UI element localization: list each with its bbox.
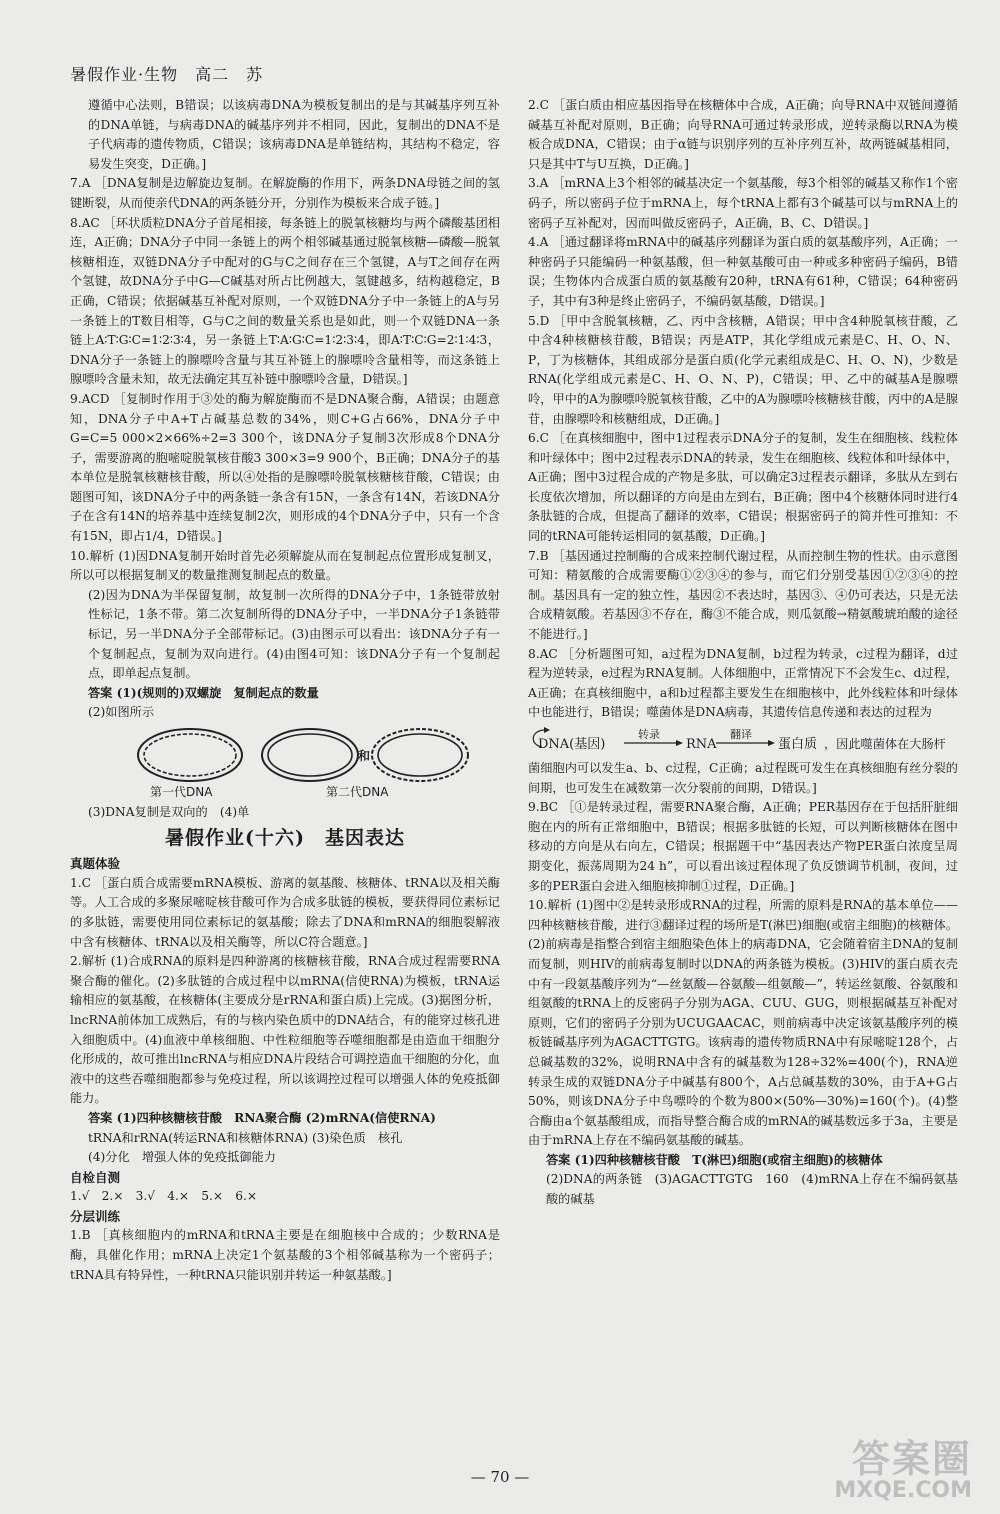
watermark-logo: 答案圈: [851, 1437, 972, 1481]
flow-translation-label: 翻译: [730, 728, 752, 741]
training-answer-9: 9.BC ［①是转录过程，需要RNA聚合酶，A正确；PER基因存在于包括肝脏细胞在内的所有正常细胞中，B错误；根据多肽链的长短，可以判断核糖体在图中移动的方向是从右向左，C错误；根据题干中“基因表达产物PER蛋白浓度呈周期变化，振荡周期为24 h”，可以看出该过程体现了负反馈调节机制，夜间，过多的PER蛋白会进入细胞核抑制①过程，D正确。]: [528, 800, 958, 893]
training-answer-4: 4.A ［通过翻译将mRNA中的碱基序列翻译为蛋白质的氨基酸序列，A正确；一种密码子只能编码一种氨基酸，但一种氨基酸可由一种或多种密码子编码，B错误；生物体内合成蛋白质的氨基酸有20种，tRNA有61种，C错误；64种密码子，其中有3种是终止密码子，不编码氨基酸，D错误。]: [528, 235, 958, 308]
second-gen-dna-a-inner: [268, 734, 352, 776]
second-gen-dna-b-outer: [372, 729, 468, 781]
training-answer-8: 8.AC ［分析题图可知，a过程为DNA复制，b过程为转录，c过程为翻译，d过程为逆转录，e过程为RNA复制。人体细胞中，正常情况下不会发生c、d过程，A正确；在真核细胞中，a和b过程都主要发生在细胞核中，此外线粒体和叶绿体中也能进行，B错误；噬菌体是DNA病毒，其遗传信息传递和表达的过程为: [528, 646, 958, 720]
flow-transcription-label: 转录: [638, 728, 660, 741]
second-gen-label: 第二代DNA: [326, 785, 389, 799]
first-gen-label: 第一代DNA: [150, 785, 213, 799]
answer-10-figure-note: (2)如图所示: [88, 705, 155, 720]
answer-6-continued: 遵循中心法则，B错误；以该病毒DNA为模板复制出的是与其碱基序列互补的DNA单链，与病毒DNA的碱基序列并不相同，因此，复制出的DNA不是子代病毒的遗传物质，C错误；该病毒DNA是单链结构，其结构不稳定，容易发生突变，D正确。]: [88, 98, 500, 171]
and-label: 和: [358, 749, 371, 763]
training-answer-8-continued: 菌细胞内可以发生a、b、c过程，C正确；a过程既可发生在真核细胞有丝分裂的间期，也可发生在减数第一次分裂前的间期，D错误。]: [528, 761, 958, 795]
exam-answer-1: 1.C ［蛋白质合成需要mRNA模板、游离的氨基酸、核糖体、tRNA以及相关酶等。人工合成的多聚尿嘧啶核苷酸可作为合成多肽链的模板，要获得同位素标记的多肽链，需要使用同位素标记的氨基酸；除去了DNA和mRNA的细胞裂解液中含有核糖体、tRNA以及相关酶等，所以C符合题意。]: [70, 875, 500, 949]
training-answer-6: 6.C ［在真核细胞中，图中1过程表示DNA分子的复制，发生在细胞核、线粒体和叶绿体中；图中2过程表示DNA的转录，发生在细胞核、线粒体和叶绿体中，A正确；图中3过程合成的产物是多肽，可以确定3过程表示翻译，多肽从左到右长度依次增加，所以翻译的方向是由左到右，B正确；图中4个核糖体同时进行4条肽链的合成，但提高了翻译的效率，C错误；根据密码子的简并性可推知：不同的tRNA可能转运相同的氨基酸，D正确。]: [528, 431, 958, 544]
phage-gene-expression-flow: [528, 725, 958, 757]
answer-10-analysis-continued: (2)因为DNA为半保留复制，故复制一次所得的DNA分子中，1条链带放射性标记，1条不带。第二次复制所得的DNA分子中，一半DNA分子1条链带标记，另一半DNA分子全部带标记。(3)由图示可以看出：该DNA分子有一个复制起点，复制为双向进行。(4)由图4可知：该DNA分子有一个复制起点，即单起点复制。: [88, 587, 500, 681]
running-header: 暑假作业·生物 高二 苏: [70, 65, 264, 84]
watermark-url: MXQE.COM: [834, 1478, 972, 1503]
transcription-arrowhead: [676, 740, 683, 746]
exam-answer-2-key-3: (4)分化 增强人体的免疫抵御能力: [88, 1150, 276, 1165]
training-answer-10-key-2: (2)DNA的两条链 (3)AGACTTGTG 160 (4)mRNA上存在不编码氨基酸的碱基: [546, 1172, 958, 1207]
training-answer-1: 1.B ［真核细胞内的mRNA和tRNA主要是在细胞核中合成的；少数RNA是酶，具催化作用；mRNA上决定1个氨基酸的3个相邻碱基称为一个密码子；tRNA具有特异性，一种tRNA只能识别并转运一种氨基酸。]: [70, 1228, 500, 1282]
first-gen-dna-outer: [138, 729, 242, 781]
answer-9: 9.ACD ［复制时作用于③处的酶为解旋酶而不是DNA聚合酶，A错误；由题意知，DNA分子中A+T占碱基总数的34%，则C+G占66%，DNA分子中G=C=5 000×2×66%÷2=3 300个，该DNA分子复制3次形成8个DNA分子，需要游离的胞嘧啶脱氧核苷酸3 300×3=9 900个，B正确；DNA分子的基本单位是脱氧核糖核苷酸，所以④处指的是腺嘌呤脱氧核糖核苷酸，C错误；由题图可知，该DNA分子中的两条链一条含有15N，一条含有14N，若该DNA分子在含有14N的培养基中连续复制2次，则形成的4个DNA分子中，只有一个含有15N，即占1/4，D错误。]: [70, 391, 500, 544]
exam-answer-2-key-1: 答案 (1)四种核糖核苷酸 RNA聚合酶 (2)mRNA(信使RNA): [88, 1110, 436, 1125]
answer-8: 8.AC ［环状质粒DNA分子首尾相接，每条链上的脱氧核糖均与两个磷酸基团相连，A正确；DNA分子中同一条链上的两个相邻碱基通过脱氧核糖—磷酸—脱氧核糖相连，双链DNA分子中配对的G与C之间存在三个氢键，A与T之间存在两个氢键，故DNA分子中G—C碱基对所占比例越大，氢键越多，结构越稳定，B正确，C错误；依据碱基互补配对原则，一个双链DNA分子中一条链上的A与另一条链上的T数目相等，G与C之间的数量关系也是如此，则一个双链DNA一条链上A∶T∶G∶C=1∶2∶3∶4，另一条链上T∶A∶G∶C=1∶2∶3∶4，即A∶T∶C∶G=2∶1∶4∶3，DNA分子一条链上的腺嘌呤含量与其互补链上的腺嘌呤含量相等，而这条链上腺嘌呤含量未知，故无法确定其互补链中腺嘌呤含量，D错误。]: [70, 215, 500, 387]
training-answer-5: 5.D ［甲中含脱氧核糖，乙、丙中含核糖，A错误；甲中含4种脱氧核苷酸，乙中含4种核糖核苷酸，B错误；丙是ATP，其化学组成元素是C、H、O、N、P，丁为核糖体，其组成部分是蛋白质(化学元素组成是C、H、O、N)，少数是RNA(化学组成元素是C、H、O、N、P)，C错误；甲、乙中的碱基A是腺嘌呤，甲中的A为腺嘌呤脱氧核苷酸，乙中的A为腺嘌呤核糖核苷酸，丙中的A是腺苷，由腺嘌呤和核糖组成，D正确。]: [528, 313, 958, 426]
page-number: — 70 —: [470, 1468, 530, 1486]
flow-dna: DNA(基因): [538, 737, 606, 752]
training-answer-2: 2.C ［蛋白质由相应基因指导在核糖体中合成，A正确；向导RNA中双链间遵循碱基互补配对原则，B正确；向导RNA可通过转录形成，逆转录酶以RNA为模板合成DNA，C错误；由于α链与识别序列的互补序列互补，故两链碱基相同，只是其中T与U互换，D正确。]: [528, 98, 958, 171]
section-title: 暑假作业(十六) 基因表达: [165, 826, 405, 849]
subsection-real-exam: 真题体验: [70, 856, 121, 872]
dna-replication-diagram: [70, 725, 500, 803]
self-check-answers: 1.√ 2.× 3.√ 4.× 5.× 6.×: [70, 1189, 258, 1204]
answer-10-key: 答案 (1)(规则的)双螺旋 复制起点的数量: [88, 685, 319, 700]
first-gen-dna-inner: [144, 734, 236, 776]
answer-7: 7.A ［DNA复制是边解旋边复制。在解旋酶的作用下，两条DNA母链之间的氢键断裂，从而使亲代DNA的两条链分开，分别作为模板来合成子链。]: [70, 176, 500, 210]
flow-protein: 蛋白质: [778, 737, 818, 752]
flow-rna: RNA: [686, 737, 717, 752]
translation-arrowhead: [768, 740, 775, 746]
flow-trailing-text: ，因此噬菌体在大肠杆: [824, 737, 946, 751]
training-answer-10-analysis: 10.解析 (1)图中②是转录形成RNA的过程，所需的原料是RNA的基本单位——四种核糖核苷酸，进行③翻译过程的场所是T(淋巴)细胞(或宿主细胞)的核糖体。(2)前病毒是指整合到宿主细胞染色体上的病毒DNA，它会随着宿主DNA的复制而复制，则HIV的前病毒复制时以DNA的两条链为模板。(3)HIV的蛋白质衣壳中有一段氨基酸序列为“—丝氨酸—谷氨酸—组氨酸—”，转运丝氨酸、谷氨酸和组氨酸的tRNA上的反密码子分别为AGA、CUU、GUG，则根据碱基互补配对原则，它们的密码子分别为UCUGAACAC，则前病毒中决定该氨基酸序列的模板链碱基序列为AGACTTGTG。该病毒的遗传物质RNA中有尿嘧啶128个，占总碱基数的32%，说明RNA中含有的碱基数为128÷32%=400(个)，RNA逆转录生成的双链DNA分子中碱基有800个，A占总碱基数的30%，由于A+G占50%，则该DNA分子中鸟嘌呤的个数为800×(50%—30%)=160(个)。(4)整合酶由a个氨基酸组成，而指导整合酶合成的mRNA的碱基数远多于3a，主要是由于mRNA上存在不编码氨基酸的碱基。: [528, 898, 958, 1148]
training-answer-3: 3.A ［mRNA上3个相邻的碱基决定一个氨基酸，每3个相邻的碱基又称作1个密码子，所以密码子位于mRNA上，每个tRNA上都有3个碱基可以与mRNA上的密码子互补配对，因而叫做反密码子，A正确，B、C、D错误。]: [528, 176, 958, 230]
subsection-layered-training: 分层训练: [70, 1208, 121, 1224]
subsection-self-check: 自检自测: [70, 1169, 121, 1185]
dna-self-replication-arrowhead: [544, 727, 550, 733]
answer-10-analysis: 10.解析 (1)因DNA复制开始时首先必须解旋从而在复制起点位置形成复制叉，所以可以根据复制叉的数量推测复制起点的数量。: [70, 548, 500, 583]
training-answer-10-key-1: 答案 (1)四种核糖核苷酸 T(淋巴)细胞(或宿主细胞)的核糖体: [546, 1152, 883, 1167]
left-column: [70, 96, 500, 1285]
second-gen-dna-a-outer: [262, 729, 358, 781]
answer-10-key-continued: (3)DNA复制是双向的 (4)单: [88, 805, 250, 819]
second-gen-dna-b-inner: [378, 734, 462, 776]
training-answer-7: 7.B ［基因通过控制酶的合成来控制代谢过程，从而控制生物的性状。由示意图可知：精氨酸的合成需要酶①②③④的参与，而它们分别受基因①②③④的控制。基因具有一定的独立性，基因②不表达时，基因③、④仍可表达，只是无法合成精氨酸。若基因③不存在，酶③不能合成，则瓜氨酸→精氨酸琥珀酸的途径不能进行。]: [528, 548, 958, 642]
right-column: [528, 96, 958, 1210]
exam-answer-2-key-2: tRNA和rRNA(转运RNA和核糖体RNA) (3)染色质 核孔: [88, 1130, 403, 1145]
exam-answer-2-analysis: 2.解析 (1)合成RNA的原料是四种游离的核糖核苷酸，RNA合成过程需要RNA聚合酶的催化。(2)多肽链的合成过程中以mRNA(信使RNA)为模板，tRNA运输相应的氨基酸，在核糖体(主要成分是rRNA和蛋白质)上完成。(3)据图分析，lncRNA前体加工成熟后，有的与核内染色质中的DNA结合，有的能穿过核孔进入细胞质中。(4)血液中单核细胞、中性粒细胞等吞噬细胞都是由造血干细胞分化形成的，故可推出lncRNA与相应DNA片段结合可调控造血干细胞的分化，血液中的这些吞噬细胞都参与免疫过程，所以该调控过程可以增强人体的免疫抵御能力。: [70, 954, 500, 1106]
